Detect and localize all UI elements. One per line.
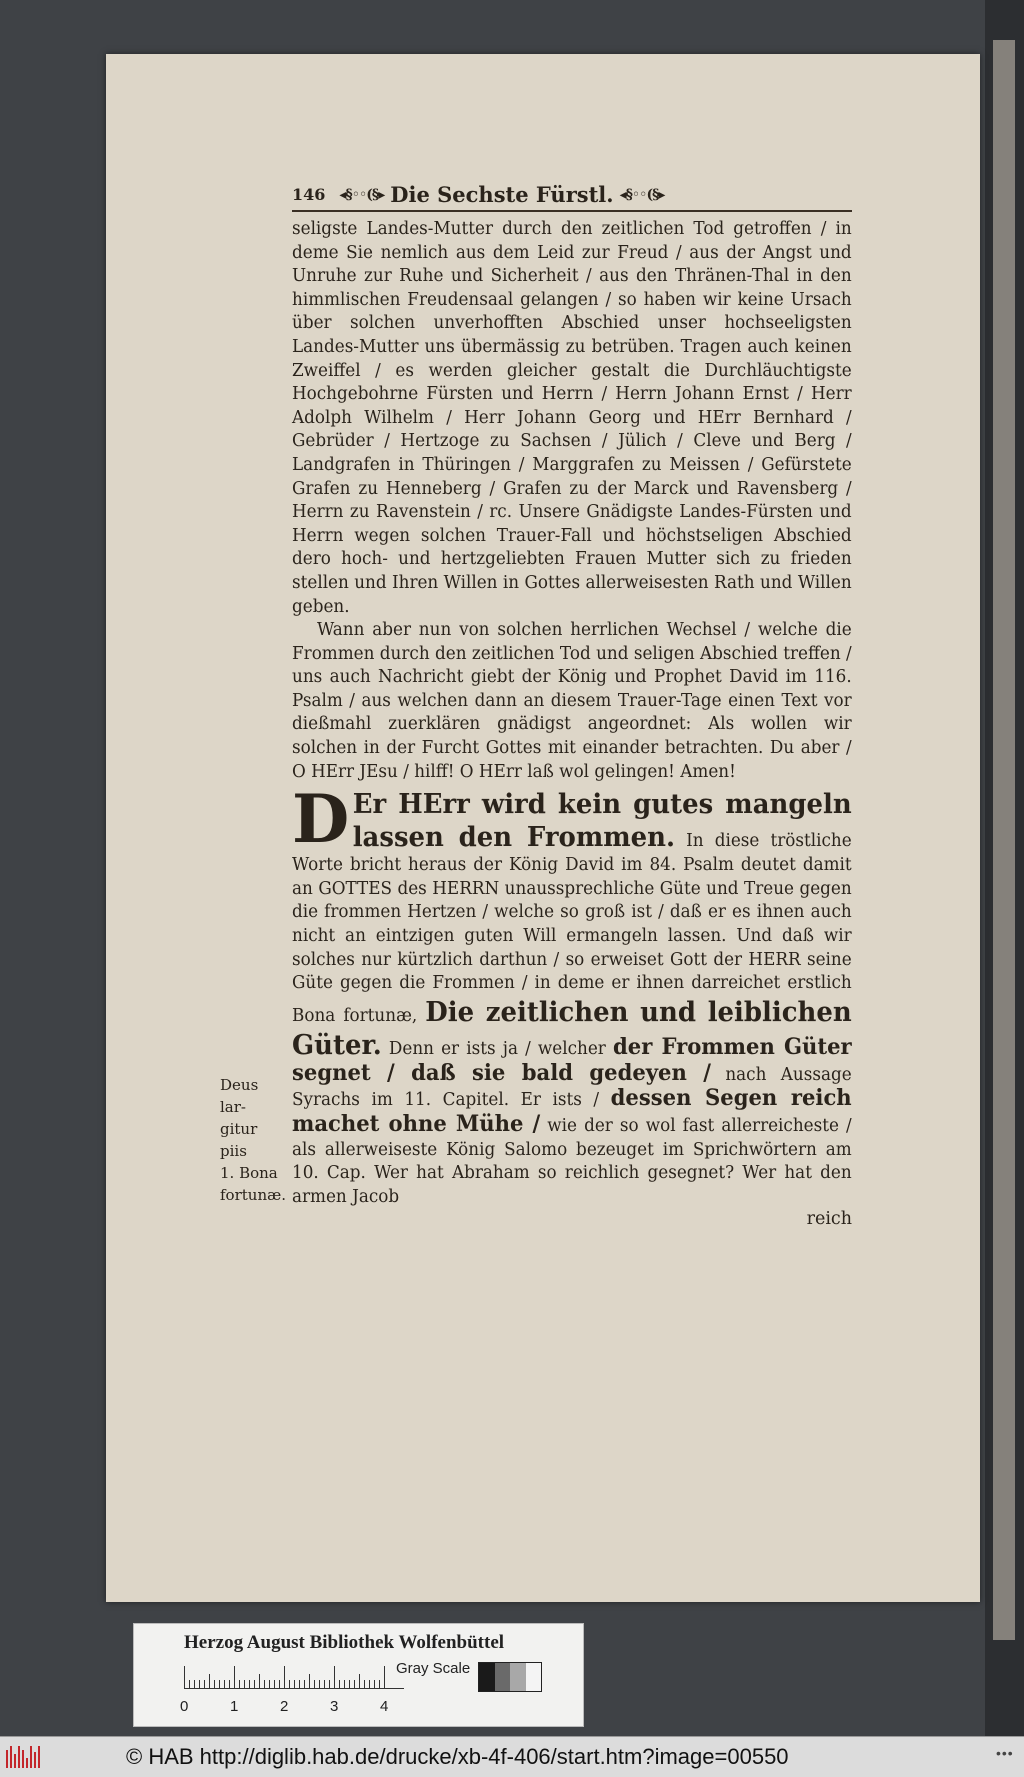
barcode-icon bbox=[6, 1746, 44, 1768]
adjacent-page-edge bbox=[985, 0, 1024, 1736]
ruler-tick bbox=[259, 1674, 260, 1688]
colorbar-ruler bbox=[184, 1664, 404, 1689]
ruler-tick bbox=[189, 1680, 190, 1688]
ruler-tick bbox=[254, 1680, 255, 1688]
heading-temporal-goods: Die zeitlichen und leiblichen Güter. bbox=[292, 996, 852, 1061]
ruler-number: 4 bbox=[380, 1698, 389, 1715]
barcode-bar bbox=[26, 1758, 28, 1768]
ruler-tick bbox=[344, 1680, 345, 1688]
ruler-tick bbox=[299, 1680, 300, 1688]
gray-swatch bbox=[495, 1663, 511, 1691]
ruler-tick bbox=[319, 1680, 320, 1688]
heading-rich-blessing: dessen Segen reich machet ohne Mühe / bbox=[292, 1085, 852, 1137]
ruler-tick bbox=[269, 1680, 270, 1688]
ruler-tick bbox=[374, 1680, 375, 1688]
page-number: 146 bbox=[292, 185, 326, 204]
colorbar-title: Herzog August Bibliothek Wolfenbüttel bbox=[184, 1632, 505, 1653]
paragraph-1: seligste Landes-Mutter durch den zeitlichen Tod getroffen / in deme Sie nemlich aus dem Leid zur Freud / aus der Angst und Unruhe zur Ruhe und Sicherheit / aus den Thränen-Thal in den himmlischen Freudensaal gelangen / so haben wir keine Ursach über solchen unverhofften Abschied unser hochseeligsten Landes-Mutter uns übermässig zu betrüben. Tragen auch keinen Zweiffel / es werden gleicher gestalt die Durchläuchtigste Hochgebohrne Fürsten und Herrn / Herrn Johann Ernst / Herr Adolph Wilhelm / Herr Johann Georg und HErr Bernhard / Gebrüder / Hertzoge zu Sachsen / Jülich / Cleve und Berg / Landgrafen in Thüringen / Marggrafen zu Meissen / Gefürstete Grafen zu Henneberg / Grafen zu der Marck und Ravensberg / Herrn zu Ravenstein / rc. Unsere Gnädigste Landes-Fürsten und Herrn wegen solchen Trauer-Fall und höchstseligen Abschied dero hoch- und hertzgeliebten Frauen Mutter sich zu frieden stellen und Ihren Willen in Gottes allerweisesten Rath und Willen geben. bbox=[292, 219, 852, 617]
catchword: reich bbox=[806, 1209, 852, 1230]
ruler-tick bbox=[239, 1680, 240, 1688]
text-body-5: wie der so wol fast allerreicheste / als allerweiseste König Salomo bezeuget im Sprichwörtern am 10. Cap. Wer hat Abraham so reichlich gesegnet? Wer hat den armen Jacob bbox=[292, 1116, 852, 1207]
ruler-tick bbox=[204, 1680, 205, 1688]
text-body-4: Er ists / bbox=[520, 1090, 600, 1111]
ruler-number: 2 bbox=[280, 1698, 289, 1715]
ruler-number: 3 bbox=[330, 1698, 339, 1715]
ruler-tick bbox=[264, 1680, 265, 1688]
barcode-bar bbox=[30, 1746, 32, 1768]
page-text-block bbox=[292, 182, 852, 1229]
ruler-tick bbox=[329, 1680, 330, 1688]
status-bar bbox=[0, 1736, 1024, 1777]
barcode-bar bbox=[18, 1746, 20, 1768]
barcode-bar bbox=[6, 1750, 8, 1768]
ruler-tick bbox=[184, 1666, 185, 1688]
source-url[interactable]: © HAB http://diglib.hab.de/drucke/xb-4f-406/start.htm?image=00550 bbox=[126, 1744, 789, 1769]
ruler-tick bbox=[309, 1674, 310, 1688]
ruler-tick bbox=[359, 1674, 360, 1688]
ruler-tick bbox=[379, 1680, 380, 1688]
sermon-text bbox=[292, 780, 852, 1209]
ruler-tick bbox=[224, 1680, 225, 1688]
scripture-lead: Er HErr wird kein gutes mangeln lassen den Frommen. bbox=[352, 789, 852, 854]
latin-phrase: Bona fortunæ, bbox=[292, 1005, 418, 1026]
barcode-bar bbox=[34, 1752, 36, 1768]
heading-blessing: der Frommen Güter segnet / daß sie bald gedeyen / bbox=[292, 1033, 852, 1086]
margin-note bbox=[220, 1074, 288, 1206]
ruler-tick bbox=[279, 1680, 280, 1688]
barcode-bar bbox=[14, 1754, 16, 1768]
gray-swatch bbox=[479, 1663, 495, 1691]
adjacent-page-sliver bbox=[993, 40, 1015, 1640]
ruler-tick bbox=[199, 1680, 200, 1688]
margin-note-line: fortunæ. bbox=[220, 1186, 286, 1204]
ruler-tick bbox=[214, 1680, 215, 1688]
paragraph-2: Wann aber nun von solchen herrlichen Wechsel / welche die Frommen durch den zeitlichen Tod und seligen Abschied treffen / uns auch Nachricht giebt der König und Prophet David im 116. Psalm / aus welchen dann an diesem Trauer-Tage einen Text vor dießmahl zuerklären gnädigst angeordnet: Als wollen wir solchen in der Furcht Gottes mit einander betrachten. Du aber / O HErr JEsu / hilff! O HErr laß wol gelingen! Amen! bbox=[292, 620, 852, 782]
ruler-tick bbox=[324, 1680, 325, 1688]
ruler-tick bbox=[284, 1666, 285, 1688]
gray-swatch bbox=[510, 1663, 526, 1691]
barcode-bar bbox=[38, 1746, 40, 1768]
more-icon[interactable]: ••• bbox=[996, 1745, 1014, 1761]
dropcap-letter: D bbox=[292, 780, 350, 859]
ruler-tick bbox=[294, 1680, 295, 1688]
margin-note-line: gitur piis bbox=[220, 1120, 258, 1160]
header-ornament-right: ◂§◦◦(§▸ bbox=[619, 186, 665, 203]
text-body-3: nach Aussage Syrachs im 11. Capitel. bbox=[292, 1064, 852, 1111]
ruler-tick bbox=[274, 1680, 275, 1688]
ruler-number: 0 bbox=[180, 1698, 189, 1715]
gray-swatch bbox=[526, 1663, 542, 1691]
ruler-tick bbox=[244, 1680, 245, 1688]
running-header bbox=[292, 182, 852, 212]
margin-note-line: Deus lar- bbox=[220, 1076, 259, 1116]
barcode-bar bbox=[10, 1746, 12, 1768]
header-title: Die Sechste Fürstl. bbox=[390, 182, 614, 207]
ruler-tick bbox=[384, 1666, 385, 1688]
ruler-tick bbox=[234, 1666, 235, 1688]
ruler-tick bbox=[229, 1680, 230, 1688]
ruler-tick bbox=[334, 1666, 335, 1688]
gray-scale-swatches bbox=[478, 1662, 542, 1692]
text-body-2: Denn er ists ja / welcher bbox=[388, 1038, 606, 1059]
ruler-tick bbox=[314, 1680, 315, 1688]
ruler-tick bbox=[369, 1680, 370, 1688]
ruler-tick bbox=[249, 1680, 250, 1688]
ruler-tick bbox=[219, 1680, 220, 1688]
ruler-tick bbox=[209, 1674, 210, 1688]
ruler-tick bbox=[349, 1680, 350, 1688]
barcode-bar bbox=[22, 1750, 24, 1768]
margin-note-line: 1. Bona bbox=[220, 1164, 278, 1182]
ruler-tick bbox=[339, 1680, 340, 1688]
library-colorbar bbox=[133, 1623, 584, 1727]
ruler-tick bbox=[364, 1680, 365, 1688]
ruler-tick bbox=[194, 1680, 195, 1688]
ruler-tick bbox=[304, 1680, 305, 1688]
ruler-tick bbox=[289, 1680, 290, 1688]
sermon-text-section bbox=[292, 780, 852, 1230]
ruler-tick bbox=[354, 1680, 355, 1688]
gray-scale-label: Gray Scale bbox=[396, 1660, 471, 1677]
text-body-1: In diese tröstliche Worte bricht heraus der König David im 84. Psalm deutet damit an GOTTES des HERRN unaussprechliche Güte und Treue gegen die frommen Hertzen / welche so groß ist / daß er es ihnen auch nicht an eintzigen guten Will ermangeln lassen. Und daß wir solches nur kürtzlich darthun / so erweiset Gott der HERR seine Güte gegen die Frommen / in deme er ihnen darreichet erstlich bbox=[292, 831, 852, 994]
ruler-number: 1 bbox=[230, 1698, 239, 1715]
header-ornament-left: ◂§◦◦(§▸ bbox=[339, 186, 385, 203]
